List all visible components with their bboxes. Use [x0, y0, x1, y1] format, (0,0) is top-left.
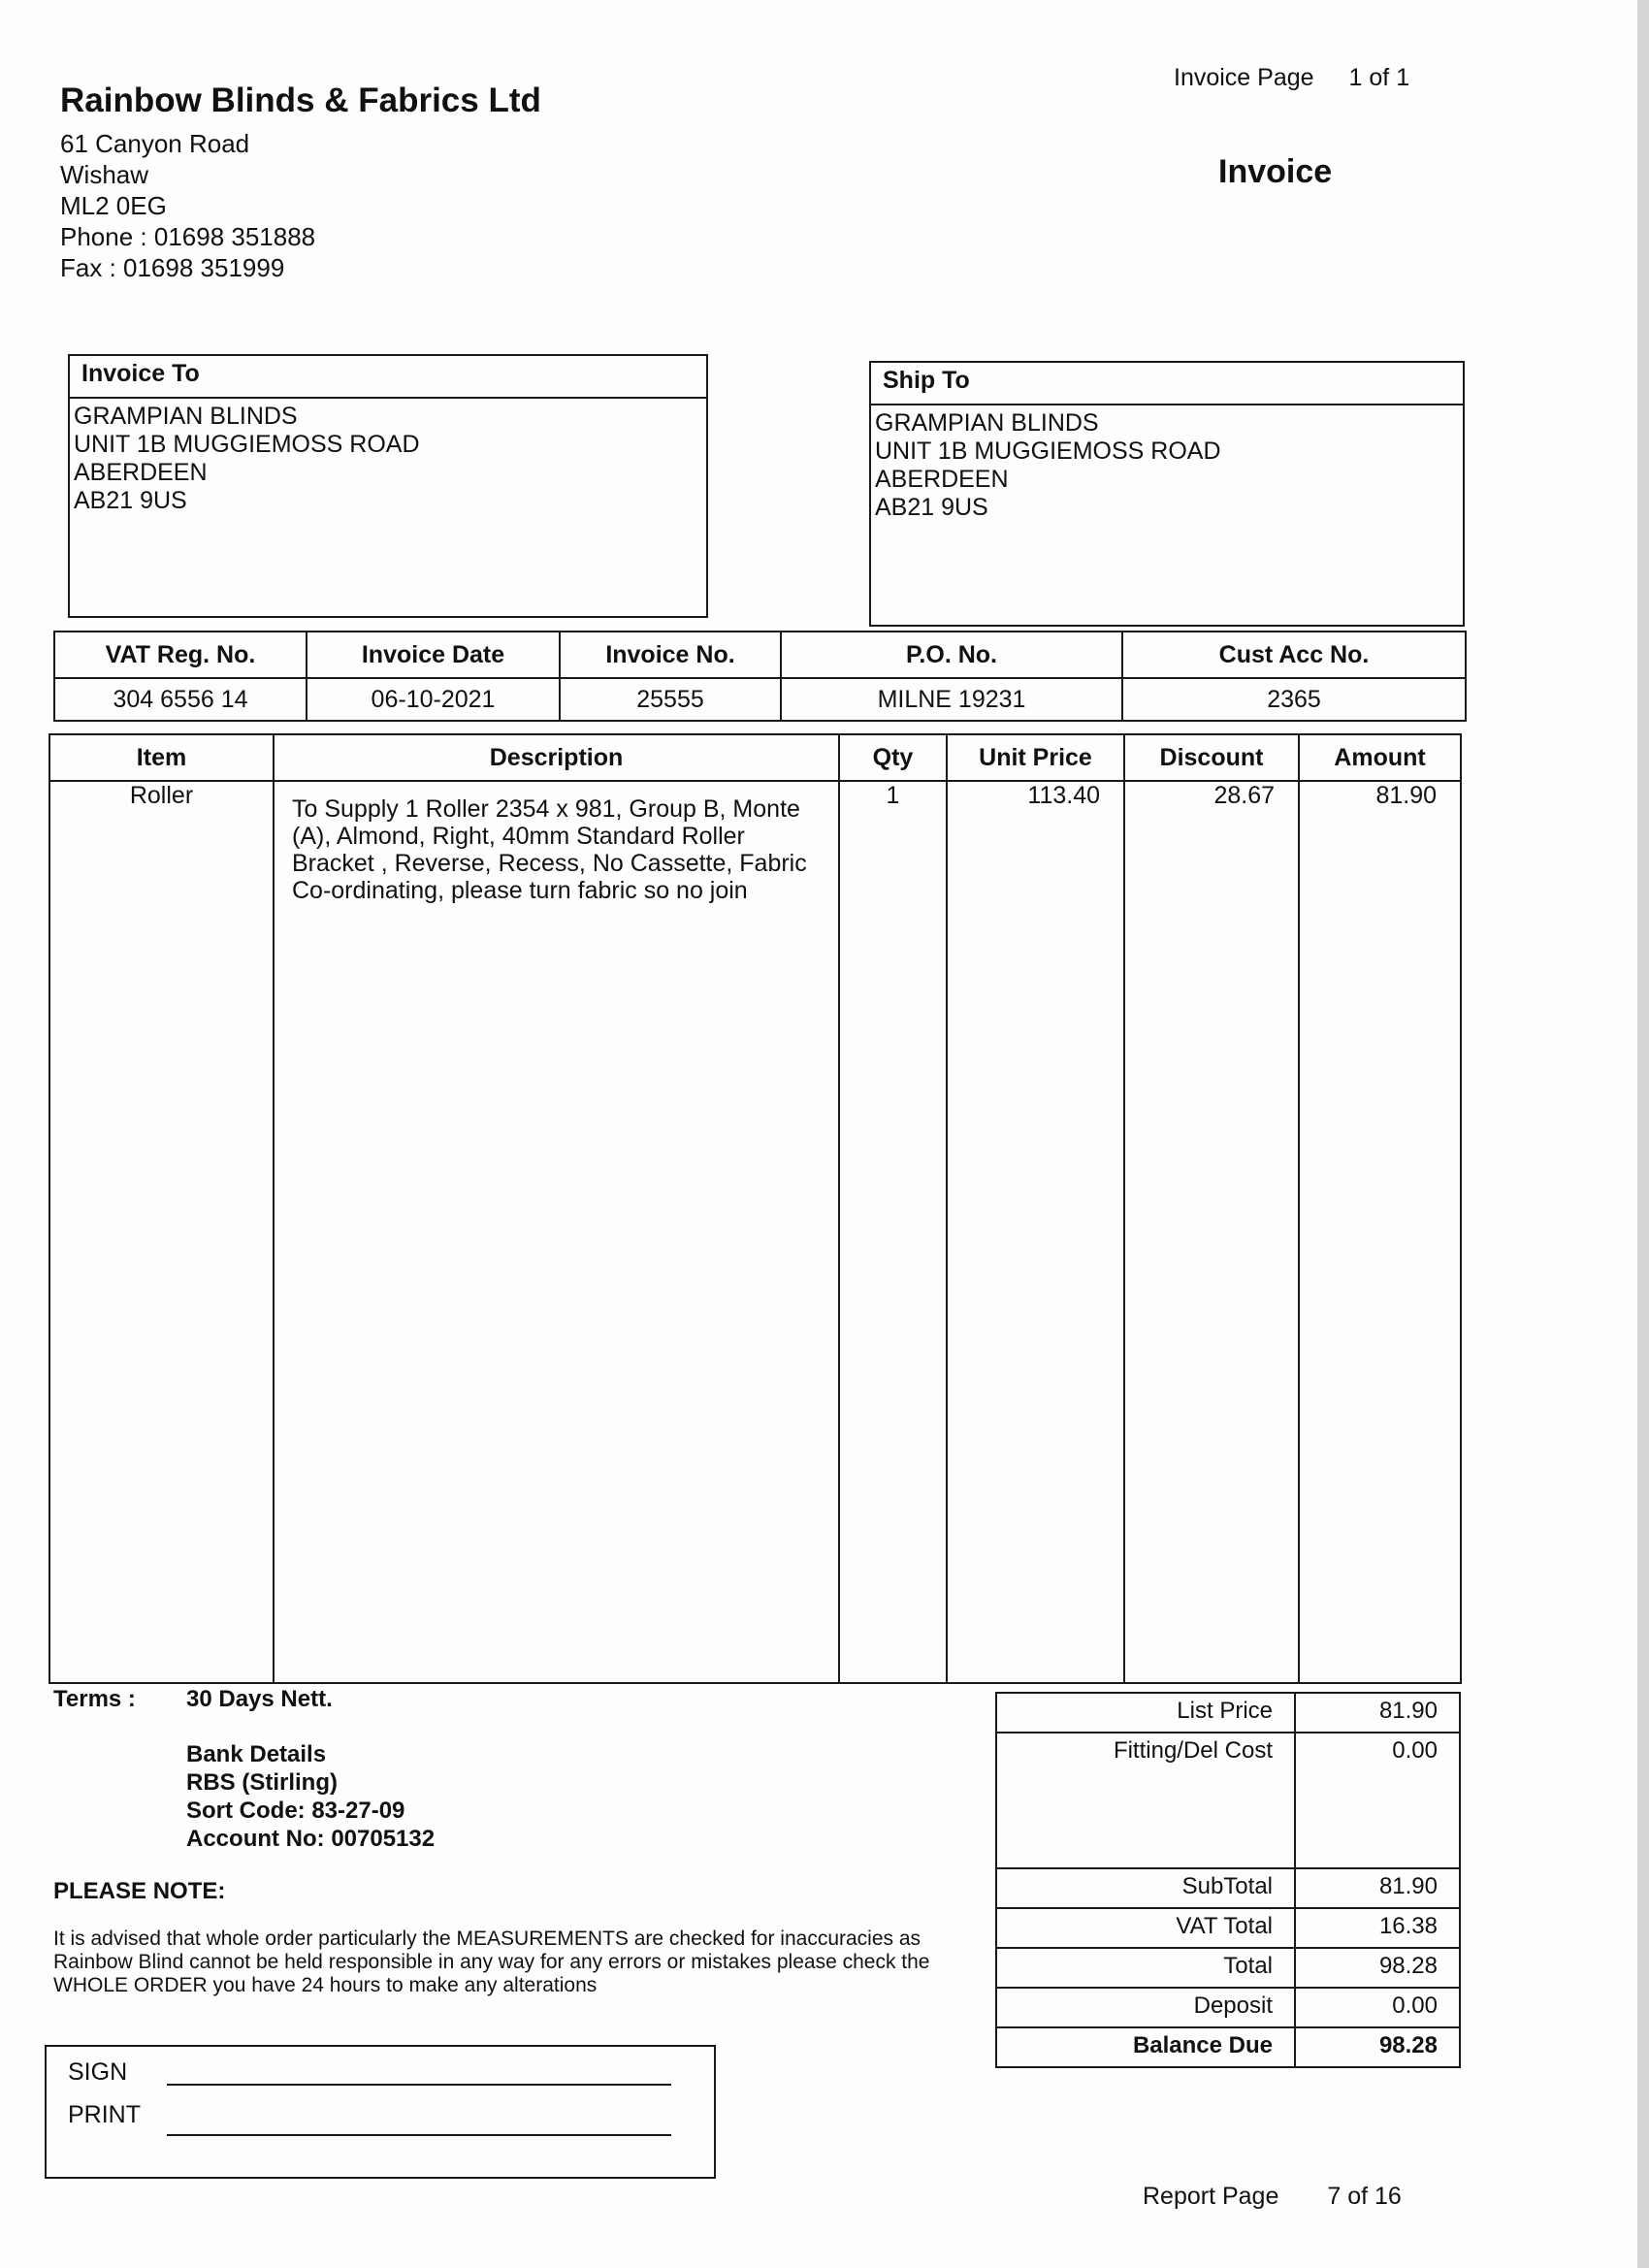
- bank-line: Sort Code: 83-27-09: [186, 1798, 405, 1824]
- balance-due-row: [996, 2027, 1460, 2067]
- subtotal-value: 81.90: [1295, 1868, 1460, 1908]
- print-label: PRINT: [68, 2101, 141, 2128]
- ship-to-address: [875, 409, 1221, 522]
- invoice-to-address: [74, 403, 420, 515]
- sign-line[interactable]: [167, 2084, 671, 2086]
- invoice-to-line: AB21 9US: [74, 487, 187, 514]
- total-value: 98.28: [1295, 1948, 1460, 1988]
- ship-to-line: AB21 9US: [875, 494, 988, 521]
- description-header: Description: [274, 734, 839, 781]
- balance-due-label: Balance Due: [996, 2027, 1295, 2067]
- invoice-info-table: [53, 631, 1467, 722]
- print-line[interactable]: [167, 2134, 671, 2136]
- balance-due-value: 98.28: [1295, 2027, 1460, 2067]
- ship-to-heading: Ship To: [871, 363, 1463, 405]
- invoice-to-line: UNIT 1B MUGGIEMOSS ROAD: [74, 431, 420, 458]
- address-line: Wishaw: [60, 160, 149, 189]
- invoice-no-value: 25555: [560, 678, 781, 721]
- deposit-value: 0.00: [1295, 1988, 1460, 2027]
- invoice-page-counter: [1174, 64, 1409, 92]
- fitting-row: [996, 1733, 1460, 1868]
- qty-cell: 1: [839, 781, 947, 1683]
- deposit-label: Deposit: [996, 1988, 1295, 2027]
- bank-details: [186, 1740, 435, 1853]
- vat-reg-value: 304 6556 14: [54, 678, 307, 721]
- report-page-counter: [1143, 2183, 1402, 2211]
- terms-value: 30 Days Nett.: [186, 1686, 333, 1712]
- vat-total-label: VAT Total: [996, 1908, 1295, 1948]
- invoice-date-header: Invoice Date: [307, 632, 560, 678]
- qty-header: Qty: [839, 734, 947, 781]
- item-cell: Roller: [49, 781, 274, 1683]
- phone-line: Phone : 01698 351888: [60, 222, 316, 251]
- report-page-label: Report Page: [1143, 2183, 1279, 2210]
- total-label: Total: [996, 1948, 1295, 1988]
- vat-total-value: 16.38: [1295, 1908, 1460, 1948]
- fax-line: Fax : 01698 351999: [60, 253, 285, 282]
- po-no-header: P.O. No.: [781, 632, 1122, 678]
- ship-to-line: GRAMPIAN BLINDS: [875, 409, 1099, 437]
- discount-header: Discount: [1124, 734, 1299, 781]
- cust-acc-header: Cust Acc No.: [1122, 632, 1466, 678]
- please-note-heading: PLEASE NOTE:: [53, 1878, 226, 1904]
- company-name: Rainbow Blinds & Fabrics Ltd: [60, 81, 541, 119]
- discount-cell: 28.67: [1124, 781, 1299, 1683]
- signature-box: [45, 2045, 716, 2179]
- invoice-page-label: Invoice Page: [1174, 64, 1314, 91]
- amount-cell: 81.90: [1299, 781, 1461, 1683]
- bank-line: Bank Details: [186, 1741, 327, 1767]
- line-items-table: [48, 733, 1462, 1684]
- vat-total-row: [996, 1908, 1460, 1948]
- company-address: [60, 128, 315, 283]
- item-header: Item: [49, 734, 274, 781]
- invoice-to-line: ABERDEEN: [74, 459, 208, 486]
- ship-to-line: UNIT 1B MUGGIEMOSS ROAD: [875, 437, 1221, 465]
- invoice-page-value: 1 of 1: [1348, 64, 1410, 91]
- bank-line: RBS (Stirling): [186, 1769, 338, 1796]
- fitting-label: Fitting/Del Cost: [996, 1733, 1295, 1868]
- invoice-date-value: 06-10-2021: [307, 678, 560, 721]
- amount-header: Amount: [1299, 734, 1461, 781]
- invoice-no-header: Invoice No.: [560, 632, 781, 678]
- list-price-row: [996, 1693, 1460, 1733]
- po-no-value: MILNE 19231: [781, 678, 1122, 721]
- subtotal-label: SubTotal: [996, 1868, 1295, 1908]
- table-row: [49, 781, 1461, 1683]
- invoice-to-line: GRAMPIAN BLINDS: [74, 403, 298, 430]
- totals-table: [995, 1692, 1461, 2068]
- document-title: Invoice: [1218, 153, 1333, 190]
- invoice-to-heading: Invoice To: [70, 356, 706, 399]
- subtotal-row: [996, 1868, 1460, 1908]
- deposit-row: [996, 1988, 1460, 2027]
- please-note-text: It is advised that whole order particularly the MEASUREMENTS are checked for inaccuracies as Rainbow Blind cannot be held responsible in any way for any errors or mistakes please check the WHOLE ORDER you have 24 hours to make any alterations: [53, 1928, 930, 1996]
- cust-acc-value: 2365: [1122, 678, 1466, 721]
- total-row: [996, 1948, 1460, 1988]
- terms-label: Terms :: [53, 1686, 136, 1712]
- ship-to-box: [869, 361, 1465, 627]
- address-line: 61 Canyon Road: [60, 129, 250, 158]
- unit-price-header: Unit Price: [947, 734, 1124, 781]
- bank-line: Account No: 00705132: [186, 1826, 436, 1852]
- description-cell: To Supply 1 Roller 2354 x 981, Group B, Monte (A), Almond, Right, 40mm Standard Roller Bracket , Reverse, Recess, No Cassette, Fabric Co-ordinating, please turn fabric so no join: [274, 781, 839, 1683]
- address-line: ML2 0EG: [60, 191, 167, 220]
- list-price-value: 81.90: [1295, 1693, 1460, 1733]
- list-price-label: List Price: [996, 1693, 1295, 1733]
- sign-label: SIGN: [68, 2058, 128, 2086]
- unit-price-cell: 113.40: [947, 781, 1124, 1683]
- vat-reg-header: VAT Reg. No.: [54, 632, 307, 678]
- invoice-to-box: [68, 354, 708, 618]
- ship-to-line: ABERDEEN: [875, 466, 1009, 493]
- fitting-value: 0.00: [1295, 1733, 1460, 1868]
- report-page-value: 7 of 16: [1327, 2183, 1402, 2210]
